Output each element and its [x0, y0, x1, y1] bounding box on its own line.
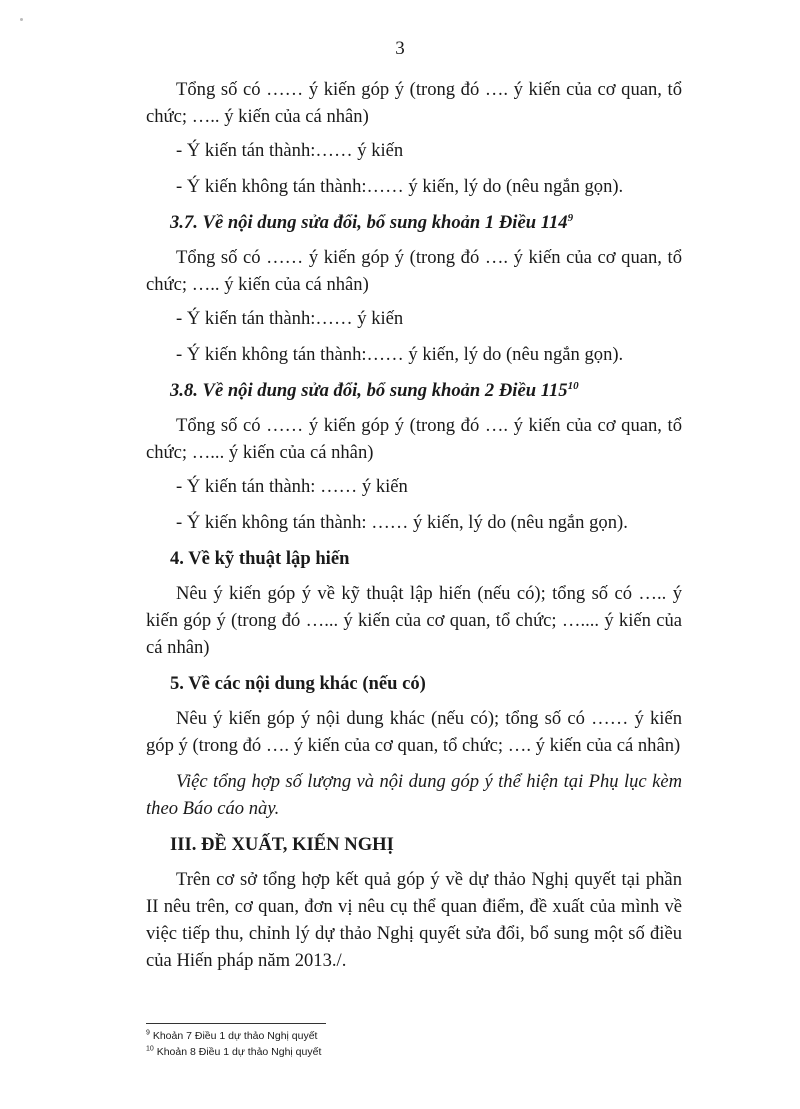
section-iii-heading: III. ĐỀ XUẤT, KIẾN NGHỊ — [170, 834, 394, 855]
s37-heading — [146, 209, 682, 236]
s4-heading: 4. Về kỹ thuật lập hiến — [170, 548, 350, 569]
footnote-10-num: 10 — [146, 1045, 154, 1053]
page-number: 3 — [395, 38, 405, 59]
footnote-9 — [146, 1028, 446, 1044]
s36-agree: - Ý kiến tán thành:…… ý kiến — [176, 140, 404, 161]
s38-heading-text: 3.8. Về nội dung sửa đổi, bổ sung khoản 2 Điều 115 — [170, 380, 568, 401]
scan-speck — [20, 18, 23, 21]
document-body — [146, 76, 682, 983]
s37-total: Tổng số có …… ý kiến góp ý (trong đó …. ý kiến của cơ quan, tổ chức; ….. ý kiến của cá nhân) — [146, 247, 682, 295]
s5-heading: 5. Về các nội dung khác (nếu có) — [170, 673, 426, 694]
s36-disagree: - Ý kiến không tán thành:…… ý kiến, lý do (nêu ngắn gọn). — [176, 176, 624, 197]
s38-footnote-ref: 10 — [567, 379, 579, 392]
s37-heading-text: 3.7. Về nội dung sửa đổi, bổ sung khoản 1 Điều 114 — [170, 212, 568, 233]
s37-agree: - Ý kiến tán thành:…… ý kiến — [176, 308, 404, 329]
s37-disagree: - Ý kiến không tán thành:…… ý kiến, lý do (nêu ngắn gọn). — [176, 344, 624, 365]
section-iii-body: Trên cơ sở tổng hợp kết quả góp ý về dự thảo Nghị quyết tại phần II nêu trên, cơ quan, đơn vị nêu cụ thể quan điểm, đề xuất của mình về việc tiếp thu, chỉnh lý dự thảo Nghị quyết sửa đổi, bổ sung một số điều của Hiến pháp năm 2013./. — [146, 869, 682, 971]
s5-body: Nêu ý kiến góp ý nội dung khác (nếu có); tổng số có …… ý kiến góp ý (trong đó …. ý kiến của cơ quan, tổ chức; …. ý kiến của cá nhân) — [146, 708, 682, 756]
s38-disagree: - Ý kiến không tán thành: …… ý kiến, lý do (nêu ngắn gọn). — [176, 512, 628, 533]
s37-footnote-ref: 9 — [567, 211, 574, 224]
footnote-10 — [146, 1044, 446, 1060]
footnote-10-text: Khoản 8 Điều 1 dự thảo Nghị quyết — [156, 1046, 322, 1058]
s38-total: Tổng số có …… ý kiến góp ý (trong đó …. ý kiến của cơ quan, tổ chức; …... ý kiến của cá nhân) — [146, 415, 682, 463]
footnotes — [146, 1023, 446, 1060]
summary-note: Việc tổng hợp số lượng và nội dung góp ý thể hiện tại Phụ lục kèm theo Báo cáo này. — [146, 771, 682, 819]
s38-heading — [146, 377, 682, 404]
footnote-9-text: Khoản 7 Điều 1 dự thảo Nghị quyết — [152, 1030, 318, 1042]
footnote-divider — [146, 1023, 326, 1024]
s38-agree: - Ý kiến tán thành: …… ý kiến — [176, 476, 408, 497]
footnote-9-num: 9 — [146, 1029, 150, 1037]
s36-total: Tổng số có …… ý kiến góp ý (trong đó …. ý kiến của cơ quan, tổ chức; ….. ý kiến của cá nhân) — [146, 79, 682, 127]
s4-body: Nêu ý kiến góp ý về kỹ thuật lập hiến (nếu có); tổng số có ….. ý kiến góp ý (trong đó …... ý kiến của cơ quan, tổ chức; ….... ý kiến của cá nhân) — [146, 583, 682, 658]
